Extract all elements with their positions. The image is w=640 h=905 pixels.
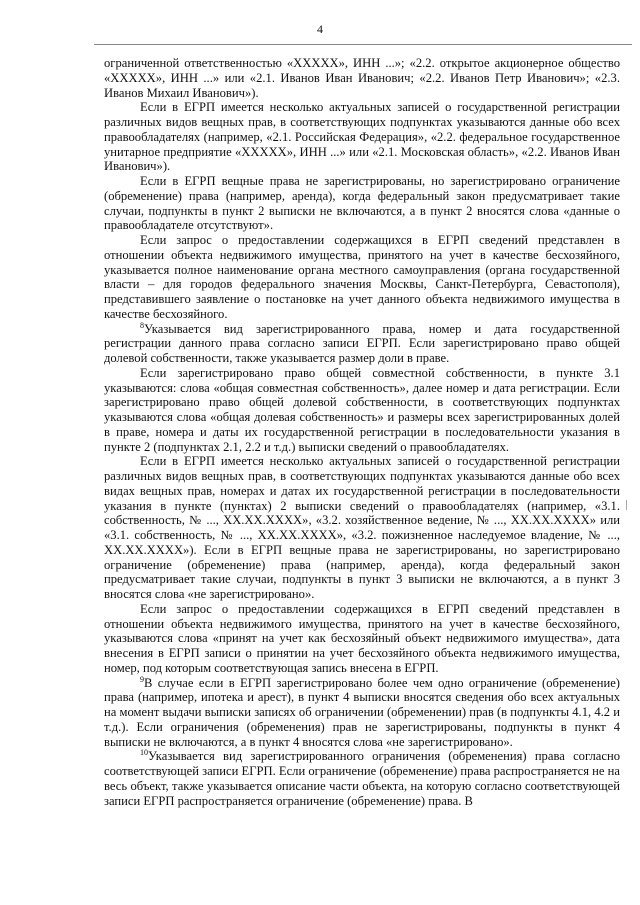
paragraph-text: Если зарегистрировано право общей совместной собственности, в пункте 3.1 указываются: слова «общая совместная собственность», далее номер и дата регистрации. Если зарегистрировано право общей долевой собственности, в соответствующих подпунктах указываются слова «общая долевая собственность» и размеры всех зарегистрированных долей в праве, номера и даты их государственной регистрации в последовательности указания в пункте 2 (подпунктах 2.1, 2.2 и т.д.) выписки сведений о правообладателях.	[104, 365, 620, 454]
paragraph-1	[104, 56, 620, 100]
scan-artifact	[626, 500, 633, 510]
paragraph-text: Указывается вид зарегистрированного права, номер и дата государственной регистрации данного права согласно записи ЕГРП. Если зарегистрировано право общей долевой собственности, также указывается размер доли в праве.	[104, 321, 620, 365]
document-body	[104, 56, 620, 808]
paragraph-text: Если в ЕГРП вещные права не зарегистрированы, но зарегистрировано ограничение (обременение) права (например, аренда), когда федеральный закон предусматривает такие случаи, подпункты в пункт 2 выписки не включаются, а в пункт 2 вносятся слова «данные о правообладателе отсутствуют».	[104, 174, 620, 233]
paragraph-text: Если в ЕГРП имеется несколько актуальных записей о государственной регистрации различных видов вещных прав, в соответствующих подпунктах указываются данные обо всех правообладателях (например, «2.1. Российская Федерация», «2.2. федеральное государственное унитарное предприятие «XXXXX», ИНН ...» или «2.1. Московская область», «2.2. Иванов Иван Иванович»).	[104, 100, 620, 174]
paragraph-5-footnote-8	[104, 322, 620, 366]
paragraph-9-footnote-9	[104, 676, 620, 750]
paragraph-3	[104, 174, 620, 233]
paragraph-2	[104, 100, 620, 174]
paragraph-text: В случае если в ЕГРП зарегистрировано более чем одно ограничение (обременение) права (например, ипотека и арест), в пункт 4 выписки вносятся сведения обо всех актуальных на момент выдачи выписки записях об ограничении (обременении) прав (в подпункты 4.1, 4.2 и т.д.). Если ограничения (обременения) прав не зарегистрированы, подпункты в пункт 4 выписки не включаются, а в пункт 4 вносятся слова «не зарегистрировано».	[104, 675, 620, 749]
paragraph-text: Если запрос о предоставлении содержащихся в ЕГРП сведений представлен в отношении объекта недвижимого имущества, принятого на учет в качестве бесхозяйного, указывается полное наименование органа местного самоуправления (органа государственной власти – для городов федерального значения Москвы, Санкт-Петербурга, Севастополя), представившего заявление о постановке на учет данного объекта недвижимого имущества в качестве бесхозяйного.	[104, 233, 620, 321]
paragraph-text: Если в ЕГРП имеется несколько актуальных записей о государственной регистрации различных видов вещных прав, в соответствующих подпунктах указываются данные обо всех видах вещных прав, номерах и датах их государственной регистрации в последовательности указания в пункте (пунктах) 2 выписки сведений о правообладателях (например, «3.1. собственность, № ..., XX.XX.XXXX», «3.2. хозяйственное ведение, № ..., XX.XX.XXXX» или «3.1. собственность, № ..., XX.XX.XXXX», «3.2. пожизненное наследуемое владение, № ..., XX.XX.XXXX»). Если в ЕГРП вещные права не зарегистрированы, но зарегистрировано ограничение (обременение) права (например, аренда), когда федеральный закон предусматривает такие случаи, подпункты в пункт 3 выписки не включаются, а в пункт 3 вносятся слова «не зарегистрировано».	[104, 454, 620, 601]
footnote-marker: 9	[140, 674, 144, 684]
paragraph-6	[104, 366, 620, 455]
footnote-marker: 8	[140, 320, 144, 330]
header-rule	[94, 44, 632, 45]
paragraph-text: Если запрос о предоставлении содержащихся в ЕГРП сведений представлен в отношении объекта недвижимого имущества, принятого на учет в качестве бесхозяйного, указываются слова «принят на учет как бесхозяйный объект недвижимого имущества», дата внесения в ЕГРП записи о принятии на учет бесхозяйного объекта недвижимого имущества, номер, под которым соответствующая запись внесена в ЕГРП.	[104, 601, 620, 675]
page-number: 4	[317, 22, 323, 36]
paragraph-8	[104, 602, 620, 676]
paragraph-7	[104, 454, 620, 602]
paragraph-text: Указывается вид зарегистрированного ограничения (обременения) права согласно соответствующей записи ЕГРП. Если ограничение (обременение) права распространяется не на весь объект, также указывается описание части объекта, на которую согласно соответствующей записи ЕГРП распространяется ограничение (обременение) права. В	[104, 749, 620, 808]
paragraph-4	[104, 233, 620, 322]
footnote-marker: 10	[140, 748, 148, 758]
paragraph-text: ограниченной ответственностью «XXXXX», ИНН ...»; «2.2. открытое акционерное общество «XXXXX», ИНН ...» или «2.1. Иванов Иван Иванович; «2.2. Иванов Петр Иванович»; «2.3. Иванов Михаил Иванович»).	[104, 56, 620, 100]
paragraph-10-footnote-10	[104, 749, 620, 808]
